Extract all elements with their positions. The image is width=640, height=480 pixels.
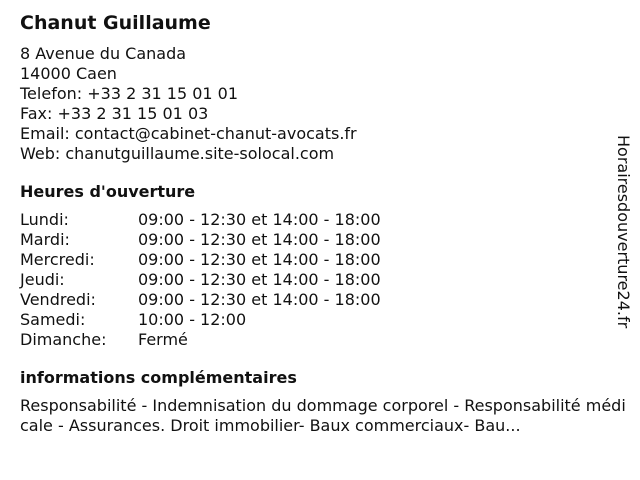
hours-row-sunday bbox=[20, 330, 620, 350]
hours-row-wednesday bbox=[20, 250, 620, 270]
additional-info-heading: informations complémentaires bbox=[20, 368, 297, 387]
opening-hours-heading: Heures d'ouverture bbox=[20, 182, 196, 201]
hours-time: 10:00 - 12:00 bbox=[138, 310, 247, 329]
hours-day: Mardi: bbox=[20, 230, 70, 249]
hours-day: Dimanche: bbox=[20, 330, 107, 349]
address-line-1: 8 Avenue du Canada bbox=[20, 44, 187, 63]
hours-time: 09:00 - 12:30 et 14:00 - 18:00 bbox=[138, 250, 381, 269]
address-line-2: 14000 Caen bbox=[20, 64, 117, 83]
fax-line: Fax: +33 2 31 15 01 03 bbox=[20, 104, 209, 123]
hours-row-friday bbox=[20, 290, 620, 310]
hours-row-saturday bbox=[20, 310, 620, 330]
hours-time: 09:00 - 12:30 et 14:00 - 18:00 bbox=[138, 270, 381, 289]
hours-day: Mercredi: bbox=[20, 250, 95, 269]
hours-time: 09:00 - 12:30 et 14:00 - 18:00 bbox=[138, 290, 381, 309]
web-line: Web: chanutguillaume.site-solocal.com bbox=[20, 144, 335, 163]
hours-time: 09:00 - 12:30 et 14:00 - 18:00 bbox=[138, 230, 381, 249]
hours-row-monday bbox=[20, 210, 620, 230]
email-line: Email: contact@cabinet-chanut-avocats.fr bbox=[20, 124, 357, 143]
additional-info-text: Responsabilité - Indemnisation du dommage corporel - Responsabilité médicale - Assurances. Droit immobilier- Baux commerciaux- Bau... bbox=[20, 396, 626, 435]
hours-day: Vendredi: bbox=[20, 290, 96, 309]
hours-time: 09:00 - 12:30 et 14:00 - 18:00 bbox=[138, 210, 381, 229]
hours-day: Jeudi: bbox=[20, 270, 65, 289]
opening-hours-list bbox=[20, 210, 620, 350]
hours-day: Lundi: bbox=[20, 210, 69, 229]
hours-row-thursday bbox=[20, 270, 620, 290]
site-watermark: Horairesdouverture24.fr bbox=[614, 135, 633, 329]
business-name: Chanut Guillaume bbox=[20, 12, 211, 34]
hours-day: Samedi: bbox=[20, 310, 86, 329]
phone-line: Telefon: +33 2 31 15 01 01 bbox=[20, 84, 239, 103]
hours-time: Fermé bbox=[138, 330, 188, 349]
hours-row-tuesday bbox=[20, 230, 620, 250]
